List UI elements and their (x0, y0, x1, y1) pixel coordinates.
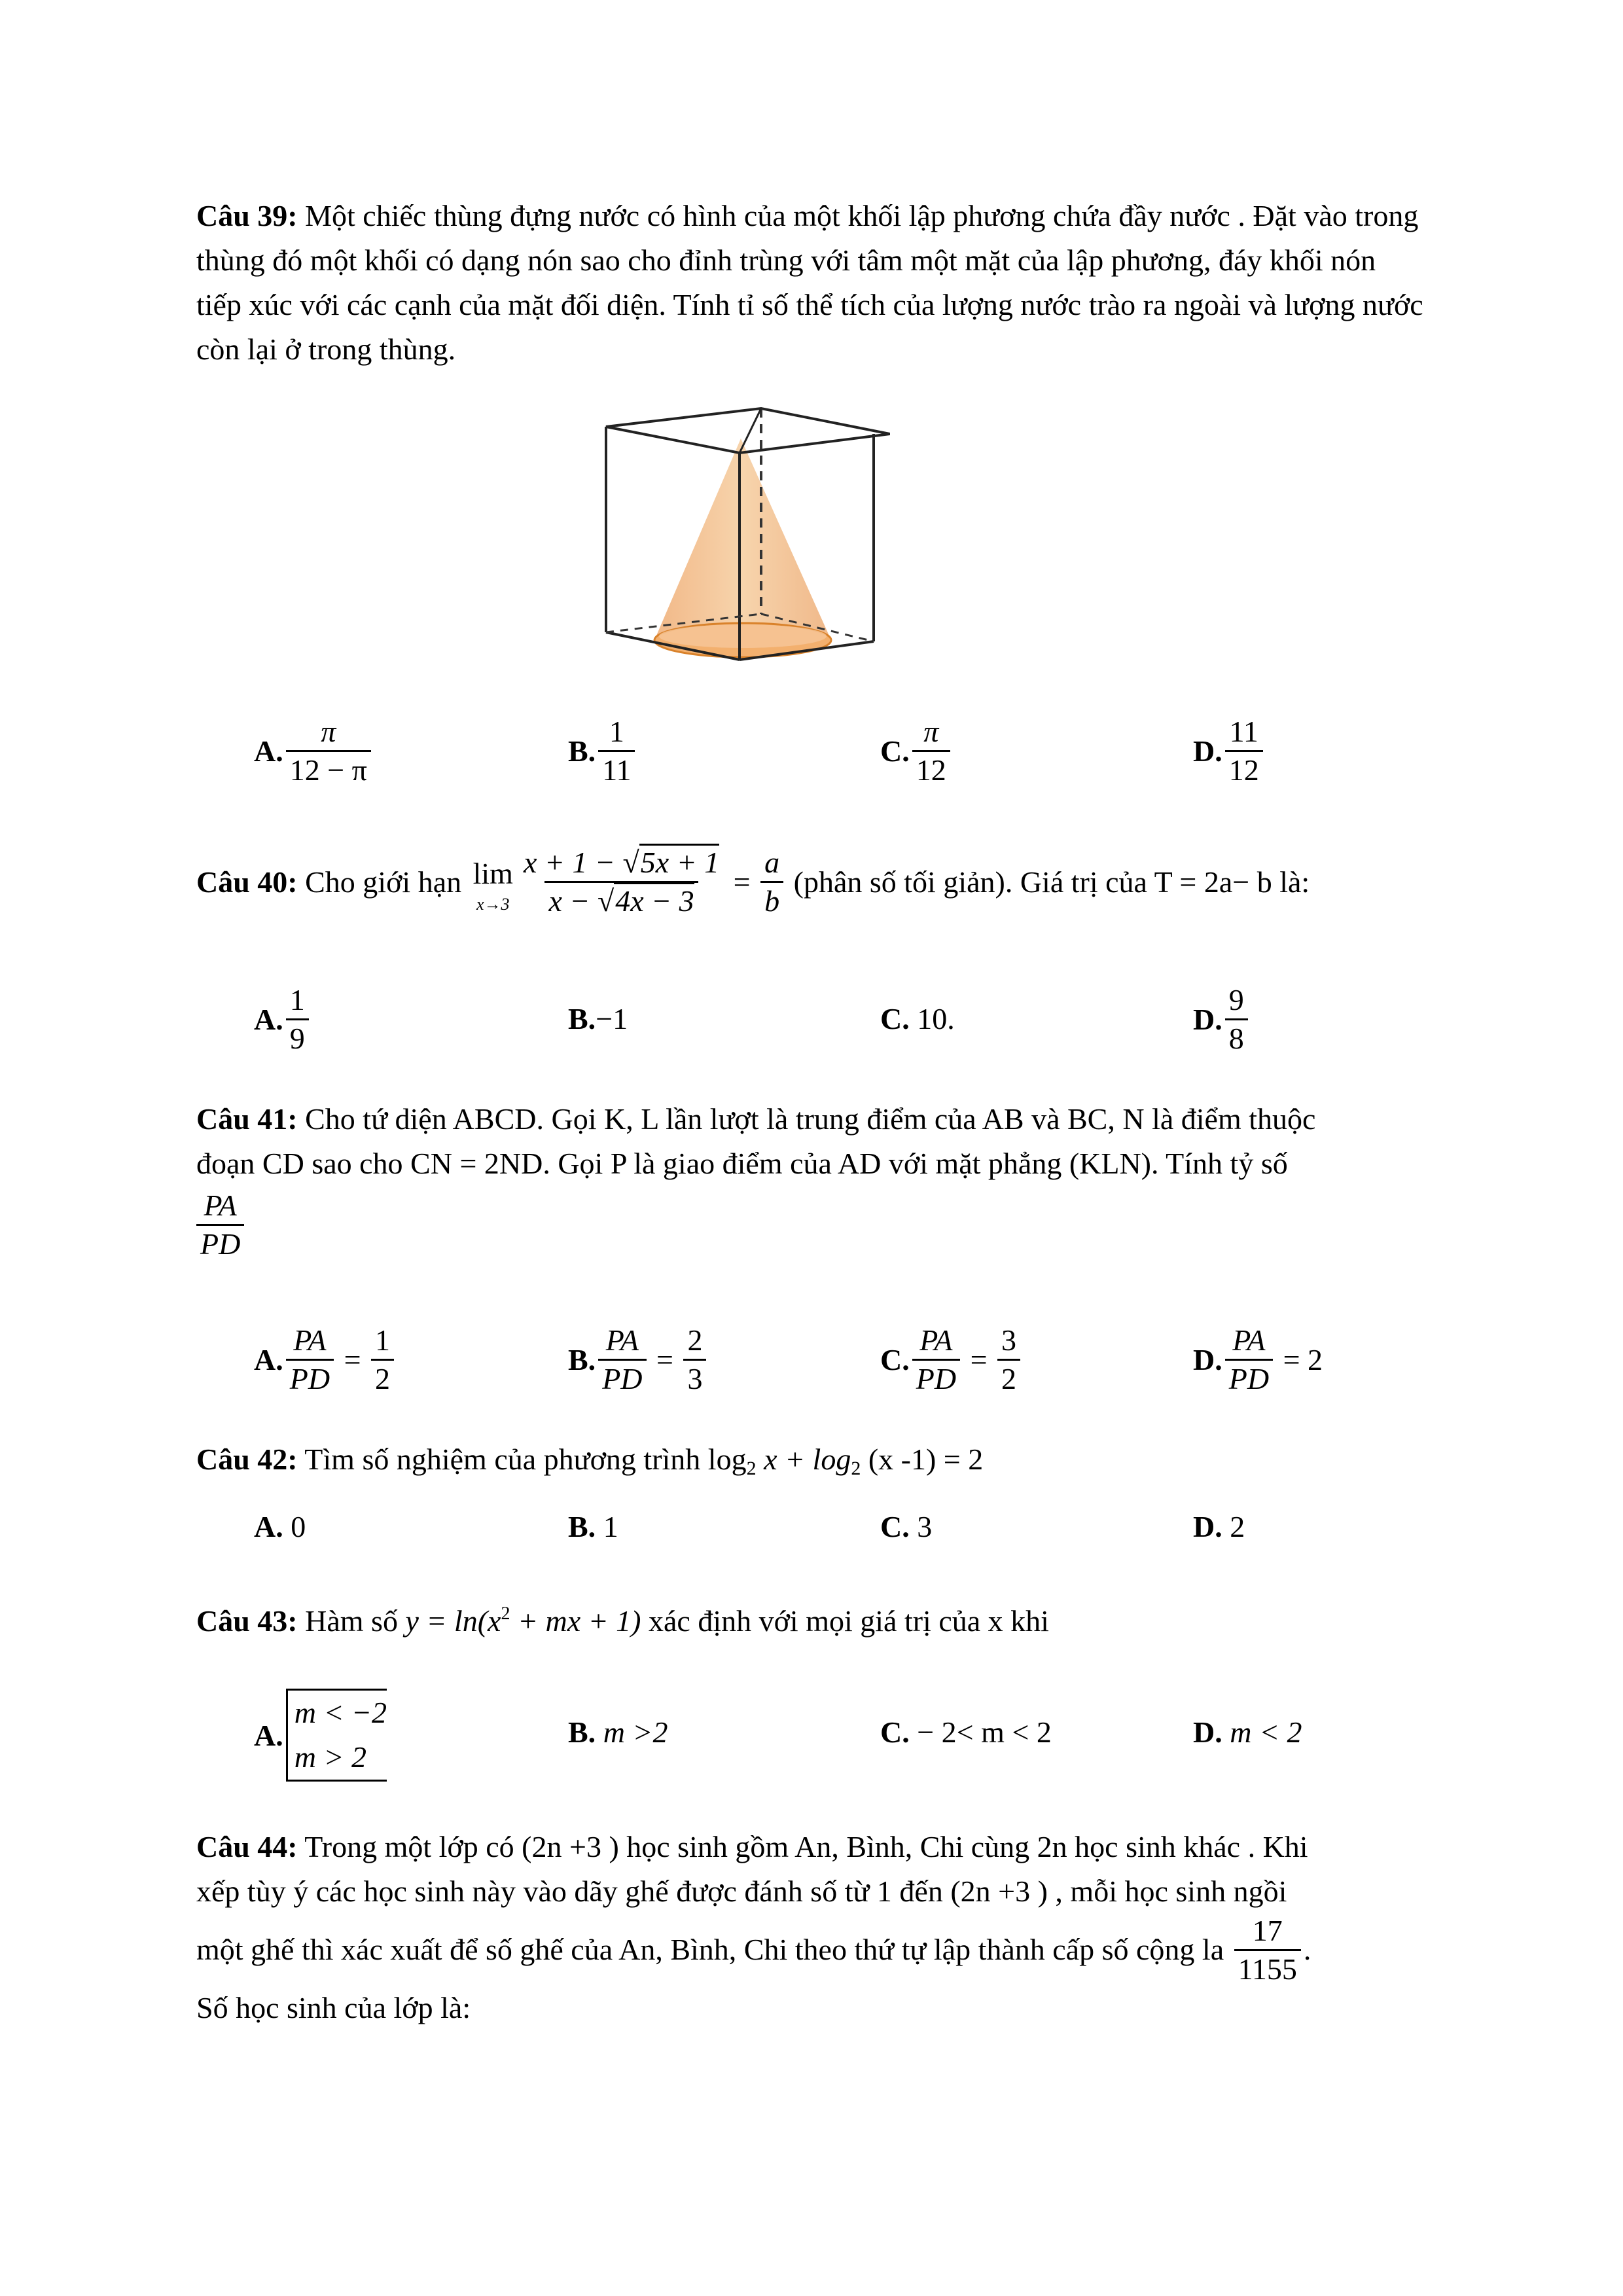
fraction (912, 713, 950, 789)
option-label: C. (880, 734, 910, 768)
option-value: m < 2 (1222, 1715, 1302, 1749)
probability-fraction (1234, 1912, 1301, 1988)
option-d[interactable] (1193, 1322, 1323, 1397)
log-base: 2 (746, 1458, 757, 1479)
numerator: 2 (687, 1323, 703, 1357)
option-d[interactable] (1193, 982, 1251, 1057)
question-44-line1: Trong một lớp có (2n +3 ) học sinh gồm An, Bình, Chi cùng 2n học sinh khác . Khi (297, 1830, 1308, 1863)
question-40-label: Câu 40: (196, 865, 298, 899)
option-a[interactable] (254, 982, 312, 1057)
option-label: A. (254, 734, 283, 768)
question-42-mid: x + log (756, 1443, 851, 1476)
denominator: 12 − π (286, 750, 371, 789)
numerator: PA (293, 1323, 327, 1357)
fraction (1225, 1322, 1273, 1397)
option-label: A. (254, 1343, 283, 1376)
denominator: 8 (1225, 1018, 1248, 1057)
option-label: D. (1193, 1510, 1222, 1543)
option-label: C. (880, 1002, 910, 1035)
question-40-text: Cho giới hạn (297, 865, 469, 899)
option-b[interactable] (568, 713, 637, 789)
numerator: π (923, 715, 939, 748)
question-43-label: Câu 43: (196, 1604, 298, 1638)
option-value: − 2< m < 2 (909, 1715, 1052, 1749)
fraction (286, 1322, 334, 1397)
option-c[interactable] (880, 1509, 932, 1544)
equals: = (336, 1343, 369, 1376)
option-d[interactable] (1193, 1509, 1245, 1544)
question-40 (196, 844, 1427, 920)
log-base: 2 (851, 1458, 861, 1479)
formula: y = ln(x (405, 1604, 501, 1638)
numerator: π (321, 715, 336, 748)
denominator: 9 (286, 1018, 309, 1057)
lim-text: lim (473, 856, 513, 890)
option-value: 1 (596, 1510, 618, 1543)
limit-fraction (520, 844, 723, 920)
num-sqrt: 5x + 1 (639, 844, 719, 879)
option-value: m >2 (596, 1715, 668, 1749)
denominator: PD (912, 1359, 960, 1397)
equals: = (726, 865, 758, 899)
question-39 (196, 194, 1427, 372)
ratio-fraction (196, 1187, 244, 1263)
question-39-label: Câu 39: (196, 199, 298, 232)
denominator: 2 (371, 1359, 394, 1397)
numerator: 9 (1228, 983, 1244, 1016)
option-label: B. (568, 1002, 596, 1035)
option-label: B. (568, 1343, 596, 1376)
option-label: B. (568, 1510, 596, 1543)
fraction (1225, 982, 1248, 1057)
option-b[interactable] (568, 1001, 628, 1036)
question-41-options (0, 1322, 1623, 1401)
option-a[interactable] (254, 1509, 306, 1544)
option-value: 2 (1308, 1343, 1323, 1376)
condition-1: m < −2 (294, 1696, 387, 1729)
question-41-line2: đoạn CD sao cho CN = 2ND. Gọi P là giao điểm của AD với mặt phẳng (KLN). Tính tỷ số (196, 1147, 1288, 1180)
option-label: D. (1193, 1003, 1222, 1036)
question-44-line4: Số học sinh của lớp là: (196, 1991, 471, 2024)
option-label: D. (1193, 1715, 1222, 1749)
option-c[interactable] (880, 1715, 1052, 1749)
option-d[interactable] (1193, 713, 1266, 789)
option-b[interactable] (568, 1322, 709, 1397)
option-label: D. (1193, 1343, 1222, 1376)
numerator: x + 1 − √5x + 1 (520, 844, 723, 881)
question-41-line1: Cho tứ diện ABCD. Gọi K, L lần lượt là trung điểm của AB và BC, N là điểm thuộc (297, 1102, 1316, 1136)
denominator: b (760, 881, 783, 920)
option-value: 0 (283, 1510, 306, 1543)
option-b[interactable] (568, 1509, 618, 1544)
fraction (997, 1322, 1020, 1397)
limit (473, 852, 513, 913)
numerator: 3 (1001, 1323, 1017, 1357)
denominator: 12 (1225, 750, 1263, 789)
denominator: PD (286, 1359, 334, 1397)
question-43-options (0, 1689, 1623, 1787)
fraction (598, 1322, 646, 1397)
option-d[interactable] (1193, 1715, 1302, 1749)
numerator: PA (204, 1189, 237, 1222)
denominator: 11 (598, 750, 635, 789)
option-label: D. (1193, 734, 1222, 768)
formula-rest: + mx + 1) (510, 1604, 641, 1638)
numerator: 17 (1252, 1913, 1283, 1947)
numerator: a (764, 846, 780, 879)
question-42 (196, 1437, 1427, 1491)
option-label: A. (254, 1718, 283, 1752)
numerator: PA (605, 1323, 639, 1357)
fraction (683, 1322, 706, 1397)
option-value: 10. (909, 1002, 955, 1035)
denominator: x − √4x − 3 (544, 881, 698, 920)
option-a[interactable] (254, 713, 374, 789)
fraction (912, 1322, 960, 1397)
equals: = (649, 1343, 681, 1376)
question-40-text-after: (phân số tối giản). Giá trị của T = 2a− b là: (786, 865, 1310, 899)
denominator: 2 (997, 1359, 1020, 1397)
denominator: PD (196, 1224, 244, 1263)
option-c[interactable] (880, 713, 953, 789)
question-44-line2: xếp tùy ý các học sinh này vào dãy ghế được đánh số từ 1 đến (2n +3 ) , mỗi học sinh ngồi (196, 1874, 1287, 1908)
option-label: A. (254, 1003, 283, 1036)
or-bracket (286, 1689, 387, 1782)
fraction (286, 713, 371, 789)
option-value: 3 (909, 1510, 933, 1543)
numerator: 1 (609, 715, 624, 748)
fraction (1225, 713, 1263, 789)
option-label: C. (880, 1510, 910, 1543)
option-c[interactable] (880, 1322, 1023, 1397)
numerator: PA (1232, 1323, 1266, 1357)
denominator: PD (1225, 1359, 1273, 1397)
question-44 (196, 1825, 1427, 2030)
fraction (371, 1322, 394, 1397)
denominator: 3 (683, 1359, 706, 1397)
option-a[interactable] (254, 1322, 397, 1397)
question-42-options (0, 1509, 1623, 1588)
rhs-fraction (760, 844, 783, 920)
question-42-text: Tìm số nghiệm của phương trình log (297, 1443, 747, 1476)
equals: = (1275, 1343, 1308, 1376)
question-44-line3: một ghế thì xác xuất để số ghế của An, Bình, Chi theo thứ tự lập thành cấp số cộng la (196, 1933, 1232, 1966)
den-part: x − (548, 884, 597, 918)
question-42-label: Câu 42: (196, 1443, 298, 1476)
condition-2: m > 2 (294, 1740, 366, 1774)
equals: = (963, 1343, 995, 1376)
question-42-end: (x -1) = 2 (861, 1443, 984, 1476)
fraction (286, 982, 309, 1057)
option-label: C. (880, 1343, 910, 1376)
denominator: 1155 (1234, 1949, 1301, 1988)
num-part: x + 1 − (523, 846, 623, 879)
question-40-options (0, 982, 1623, 1060)
option-value: −1 (596, 1002, 628, 1035)
option-label: A. (254, 1510, 283, 1543)
numerator: 1 (375, 1323, 391, 1357)
question-44-label: Câu 44: (196, 1830, 298, 1863)
option-b[interactable] (568, 1715, 668, 1749)
cone-in-cube-icon (576, 393, 890, 681)
option-label: B. (568, 734, 596, 768)
exponent: 2 (501, 1604, 510, 1624)
denominator: 12 (912, 750, 950, 789)
question-39-text: Một chiếc thùng đựng nước có hình của một khối lập phương chứa đầy nước . Đặt vào trong thùng đó một khối có dạng nón sao cho đỉnh trùng với tâm một mặt của lập phương, đáy khối nón tiếp xúc với các cạnh của mặt đối diện. Tính tỉ số thể tích của lượng nước trào ra ngoài và lượng nước còn lại ở trong thùng. (196, 199, 1423, 366)
question-43 (196, 1592, 1427, 1643)
question-39-options (0, 713, 1623, 792)
numerator: PA (919, 1323, 953, 1357)
option-label: B. (568, 1715, 596, 1749)
question-43-text-after: xác định với mọi giá trị của x khi (641, 1604, 1049, 1638)
cone-in-cube-figure (576, 393, 890, 681)
period: . (1303, 1933, 1311, 1966)
option-value: 2 (1222, 1510, 1245, 1543)
lim-subscript: x→3 (476, 894, 510, 914)
question-41-label: Câu 41: (196, 1102, 298, 1136)
fraction (598, 713, 635, 789)
option-a[interactable] (254, 1689, 387, 1782)
question-41 (196, 1097, 1427, 1263)
numerator: 1 (289, 983, 305, 1016)
option-c[interactable] (880, 1001, 955, 1036)
question-43-text: Hàm số (297, 1604, 406, 1638)
option-label: C. (880, 1715, 910, 1749)
numerator: 11 (1229, 715, 1258, 748)
denominator: PD (598, 1359, 646, 1397)
den-sqrt: 4x − 3 (614, 882, 694, 918)
